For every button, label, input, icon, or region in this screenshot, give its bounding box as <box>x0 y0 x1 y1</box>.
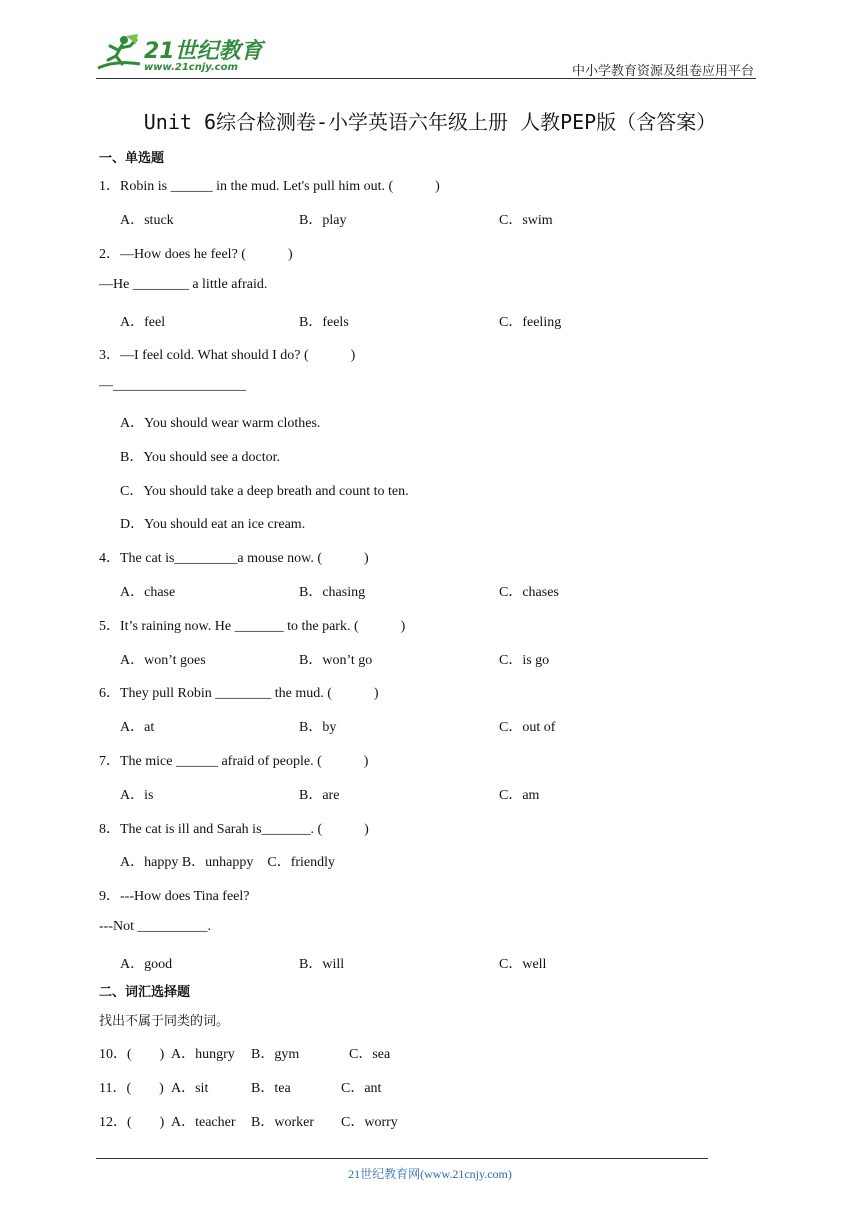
question-10-number: 10．( ) <box>99 1047 165 1062</box>
question-11-option-b: B．tea <box>251 1081 291 1096</box>
question-10-option-a: A．hungry <box>171 1047 235 1062</box>
runner-logo-icon <box>96 34 142 74</box>
footer-divider <box>96 1158 708 1159</box>
footer-site-link[interactable]: 21世纪教育网(www.21cnjy.com) <box>348 1167 512 1181</box>
question-5-option-a: A．won’t goes <box>120 653 206 668</box>
question-6-option-c: C．out of <box>499 720 556 735</box>
question-3-stem-line2: —___________________ <box>99 378 246 393</box>
question-3-option-a: A．You should wear warm clothes. <box>120 416 321 431</box>
question-3-option-c: C．You should take a deep breath and count to ten. <box>120 484 409 499</box>
question-3-option-d: D．You should eat an ice cream. <box>120 517 306 532</box>
question-9-option-a: A．good <box>120 957 173 972</box>
question-11-option-a: A．sit <box>171 1081 209 1096</box>
question-1-option-b: B．play <box>299 213 347 228</box>
question-2-stem: 2．—How does he feel? ( ) <box>99 247 293 262</box>
section-heading-vocabulary: 二、词汇选择题 <box>99 985 191 1000</box>
question-4-option-a: A．chase <box>120 585 176 600</box>
logo-url: www.21cnjy.com <box>144 62 238 73</box>
brand-logo <box>96 34 266 78</box>
question-1-option-c: C．swim <box>499 213 553 228</box>
question-10-option-b: B．gym <box>251 1047 300 1062</box>
question-7-option-c: C．am <box>499 788 540 803</box>
question-7-stem: 7．The mice ______ afraid of people. ( ) <box>99 754 369 769</box>
header-divider <box>96 78 756 79</box>
question-12-option-b: B．worker <box>251 1115 314 1130</box>
question-3-stem: 3．—I feel cold. What should I do? ( ) <box>99 348 356 363</box>
question-12-option-a: A．teacher <box>171 1115 236 1130</box>
question-5-option-b: B．won’t go <box>299 653 373 668</box>
question-2-option-c: C．feeling <box>499 315 562 330</box>
section-heading-single-choice: 一、单选题 <box>99 151 165 166</box>
question-4-stem: 4．The cat is_________a mouse now. ( ) <box>99 551 369 566</box>
question-3-option-b: B．You should see a doctor. <box>120 450 280 465</box>
question-7-option-b: B．are <box>299 788 340 803</box>
question-10-option-c: C．sea <box>349 1047 391 1062</box>
logo-text: 21世纪教育 <box>144 39 263 64</box>
question-2-stem-line2: —He ________ a little afraid. <box>99 277 268 292</box>
header-platform-text: 中小学教育资源及组卷应用平台 <box>571 64 754 79</box>
question-1-stem: 1．Robin is ______ in the mud. Let's pull him out. ( ) <box>99 179 440 194</box>
question-12-option-c: C．worry <box>341 1115 398 1130</box>
question-6-option-a: A．at <box>120 720 155 735</box>
question-12-number: 12．( ) <box>99 1115 165 1130</box>
question-5-stem: 5．It’s raining now. He _______ to the park. ( ) <box>99 619 406 634</box>
question-7-option-a: A．is <box>120 788 154 803</box>
question-6-stem: 6．They pull Robin ________ the mud. ( ) <box>99 686 379 701</box>
question-9-option-c: C．well <box>499 957 547 972</box>
question-1-option-a: A．stuck <box>120 213 174 228</box>
question-11-number: 11．( ) <box>99 1081 164 1096</box>
question-4-option-b: B．chasing <box>299 585 366 600</box>
section-2-instruction: 找出不属于同类的词。 <box>99 1014 230 1029</box>
question-8-stem: 8．The cat is ill and Sarah is_______. ( ) <box>99 822 369 837</box>
question-11-option-c: C．ant <box>341 1081 382 1096</box>
question-2-option-b: B．feels <box>299 315 349 330</box>
question-9-stem-line2: ---Not __________. <box>99 919 211 934</box>
page-header <box>0 0 860 80</box>
question-9-option-b: B．will <box>299 957 345 972</box>
question-5-option-c: C．is go <box>499 653 550 668</box>
question-8-options: A．happy B．unhappy C．friendly <box>120 855 336 870</box>
document-title: Unit 6综合检测卷-小学英语六年级上册 人教PEP版（含答案） <box>143 110 717 134</box>
question-6-option-b: B．by <box>299 720 337 735</box>
question-4-option-c: C．chases <box>499 585 559 600</box>
question-9-stem: 9．---How does Tina feel? <box>99 889 250 904</box>
question-2-option-a: A．feel <box>120 315 166 330</box>
